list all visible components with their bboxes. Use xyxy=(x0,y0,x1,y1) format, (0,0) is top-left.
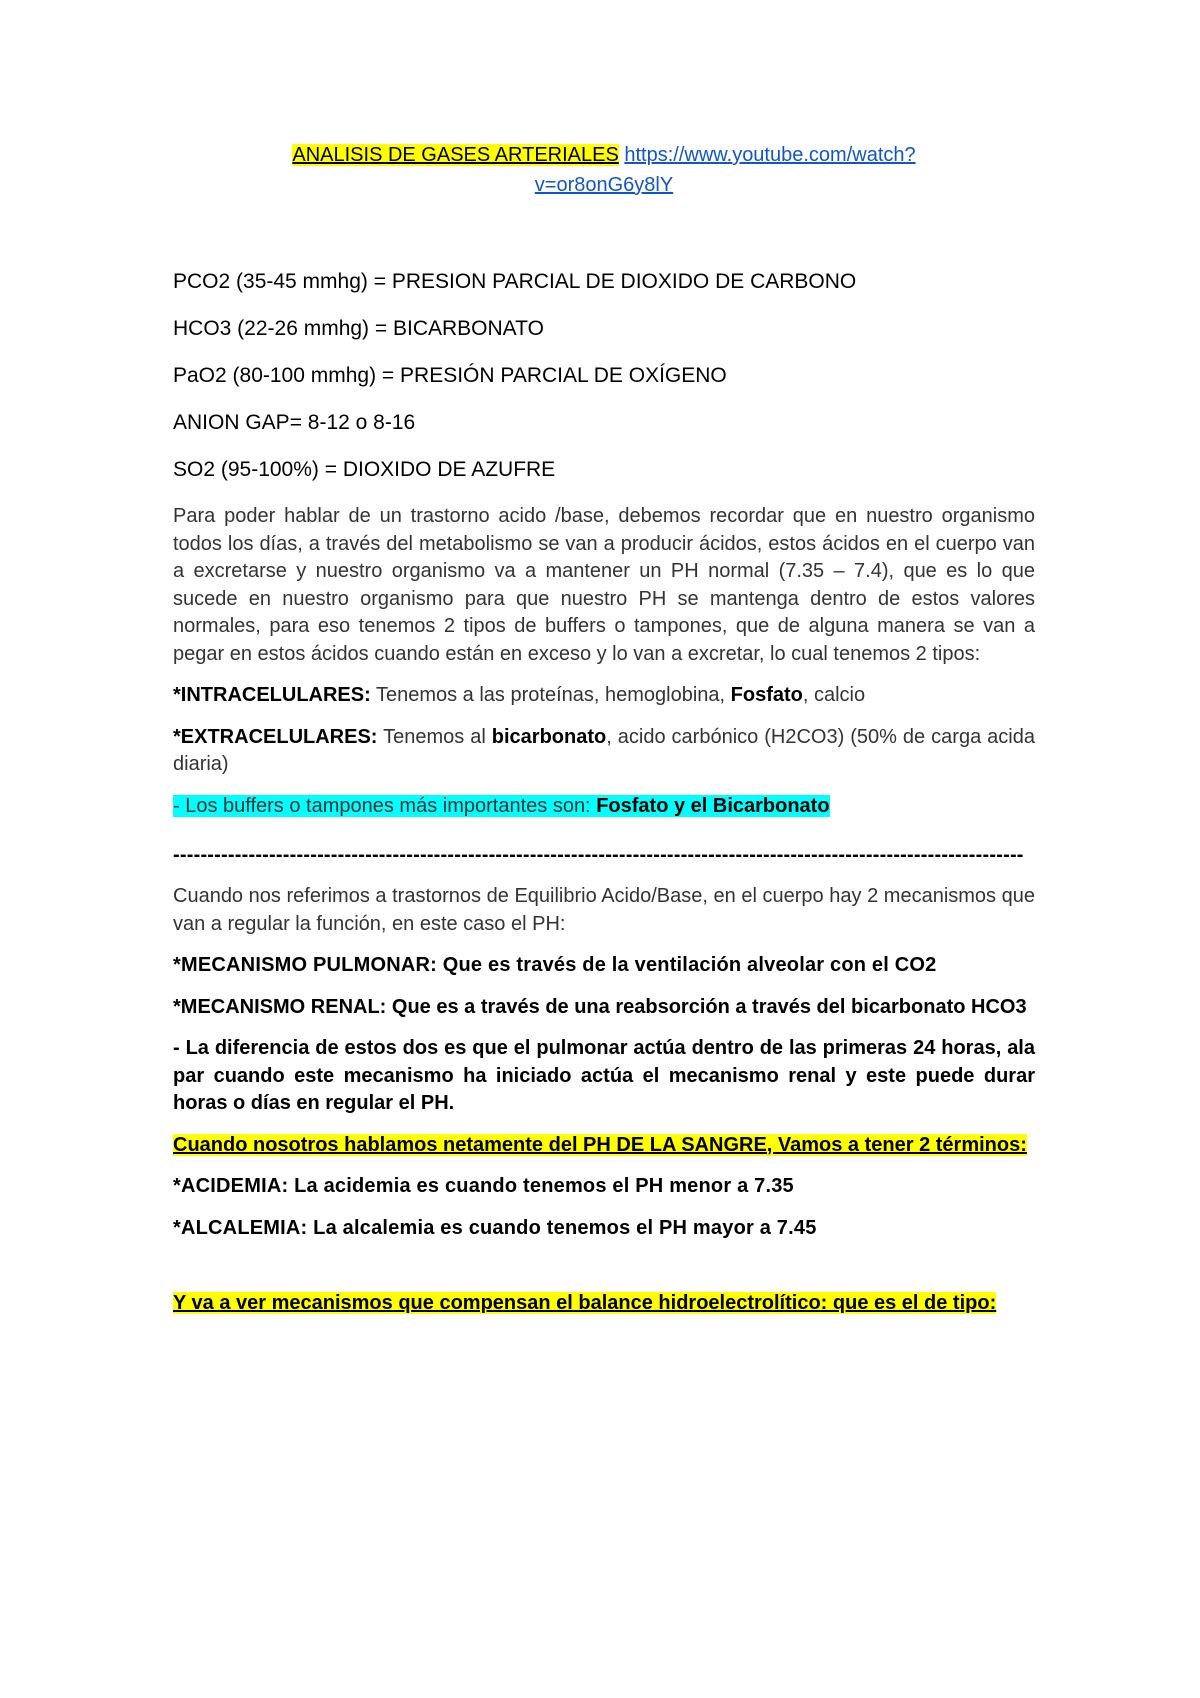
param-pao2: PaO2 (80-100 mmhg) = PRESIÓN PARCIAL DE OXÍGENO xyxy=(173,364,727,387)
ph-heading-text: Cuando nosotros hablamos netamente del PH DE LA SANGRE, Vamos a tener 2 términos: xyxy=(173,1133,1027,1156)
intracelulares-text: Tenemos a las proteínas, hemoglobina, xyxy=(370,684,731,706)
intracelulares-bold: Fosfato xyxy=(730,684,803,706)
intracelulares-text-after: , calcio xyxy=(802,684,866,706)
param-pco2: PCO2 (35-45 mmhg) = PRESION PARCIAL DE DIOXIDO DE CARBONO xyxy=(173,270,857,293)
youtube-link-part1[interactable]: https://www.youtube.com/watch? xyxy=(624,144,916,166)
intracelulares-label: *INTRACELULARES: xyxy=(173,684,371,706)
buffers-note-text: - Los buffers o tampones más importantes son: xyxy=(173,794,597,817)
ph-heading xyxy=(173,1132,1035,1160)
mecanismo-renal: *MECANISMO RENAL: Que es a través de una reabsorción a través del bicarbonato HCO3 xyxy=(173,995,1027,1018)
extracelulares-text: Tenemos al xyxy=(377,725,492,748)
extracelulares-line xyxy=(173,724,1035,779)
param-so2: SO2 (95-100%) = DIOXIDO DE AZUFRE xyxy=(173,458,556,481)
term-alcalemia: *ALCALEMIA: La alcalemia es cuando tenemos el PH mayor a 7.45 xyxy=(173,1216,817,1239)
closing-heading xyxy=(173,1290,1035,1318)
dashed-divider: ---------------------------------------------------------------------------------------------------------------------------- xyxy=(173,844,1024,866)
intro-paragraph: Para poder hablar de un trastorno acido /base, debemos recordar que en nuestro organismo todos los días, a través del metabolismo se van a producir ácidos, estos ácidos en el cuerpo van a excretarse y nuestro organismo va a mantener un PH normal (7.35 – 7.4), que es lo que sucede en nuestro organismo para que nuestro PH se mantenga dentro de estos valores normales, para eso tenemos 2 tipos de buffers o tampones, que de alguna manera se van a pegar en estos ácidos cuando están en exceso y lo van a excretar, lo cual tenemos 2 tipos: xyxy=(173,505,1035,665)
buffers-note-bold: Fosfato y el Bicarbonato xyxy=(596,794,830,817)
buffers-note xyxy=(173,793,1035,821)
extracelulares-bold: bicarbonato xyxy=(491,725,607,748)
param-anion-gap: ANION GAP= 8-12 o 8-16 xyxy=(173,411,416,434)
extracelulares-label: *EXTRACELULARES: xyxy=(173,725,378,748)
document-title: ANALISIS DE GASES ARTERIALES xyxy=(292,144,619,166)
intracelulares-line xyxy=(173,682,1035,710)
mecanismo-pulmonar: *MECANISMO PULMONAR: Que es través de la ventilación alveolar con el CO2 xyxy=(173,954,937,976)
param-hco3: HCO3 (22-26 mmhg) = BICARBONATO xyxy=(173,317,544,340)
title-block xyxy=(173,140,1035,200)
youtube-link-part2[interactable]: v=or8onG6y8lY xyxy=(534,174,674,196)
closing-heading-text: Y va a ver mecanismos que compensan el balance hidroelectrolítico: que es el de tipo: xyxy=(173,1292,997,1314)
term-acidemia: *ACIDEMIA: La acidemia es cuando tenemos el PH menor a 7.35 xyxy=(173,1175,794,1197)
extracelulares-text-after: , acido carbónico (H2CO3) (50% de carga acida diaria) xyxy=(173,725,1035,775)
document-content xyxy=(173,140,1035,1332)
equilibrio-paragraph: Cuando nos referimos a trastornos de Equilibrio Acido/Base, en el cuerpo hay 2 mecanismos que van a regular la función, en este caso el PH: xyxy=(173,885,1035,935)
mecanismo-diferencia: - La diferencia de estos dos es que el pulmonar actúa dentro de las primeras 24 horas, ala par cuando este mecanismo ha iniciado actúa el mecanismo renal y este puede durar horas o días en regular el PH. xyxy=(173,1037,1035,1114)
